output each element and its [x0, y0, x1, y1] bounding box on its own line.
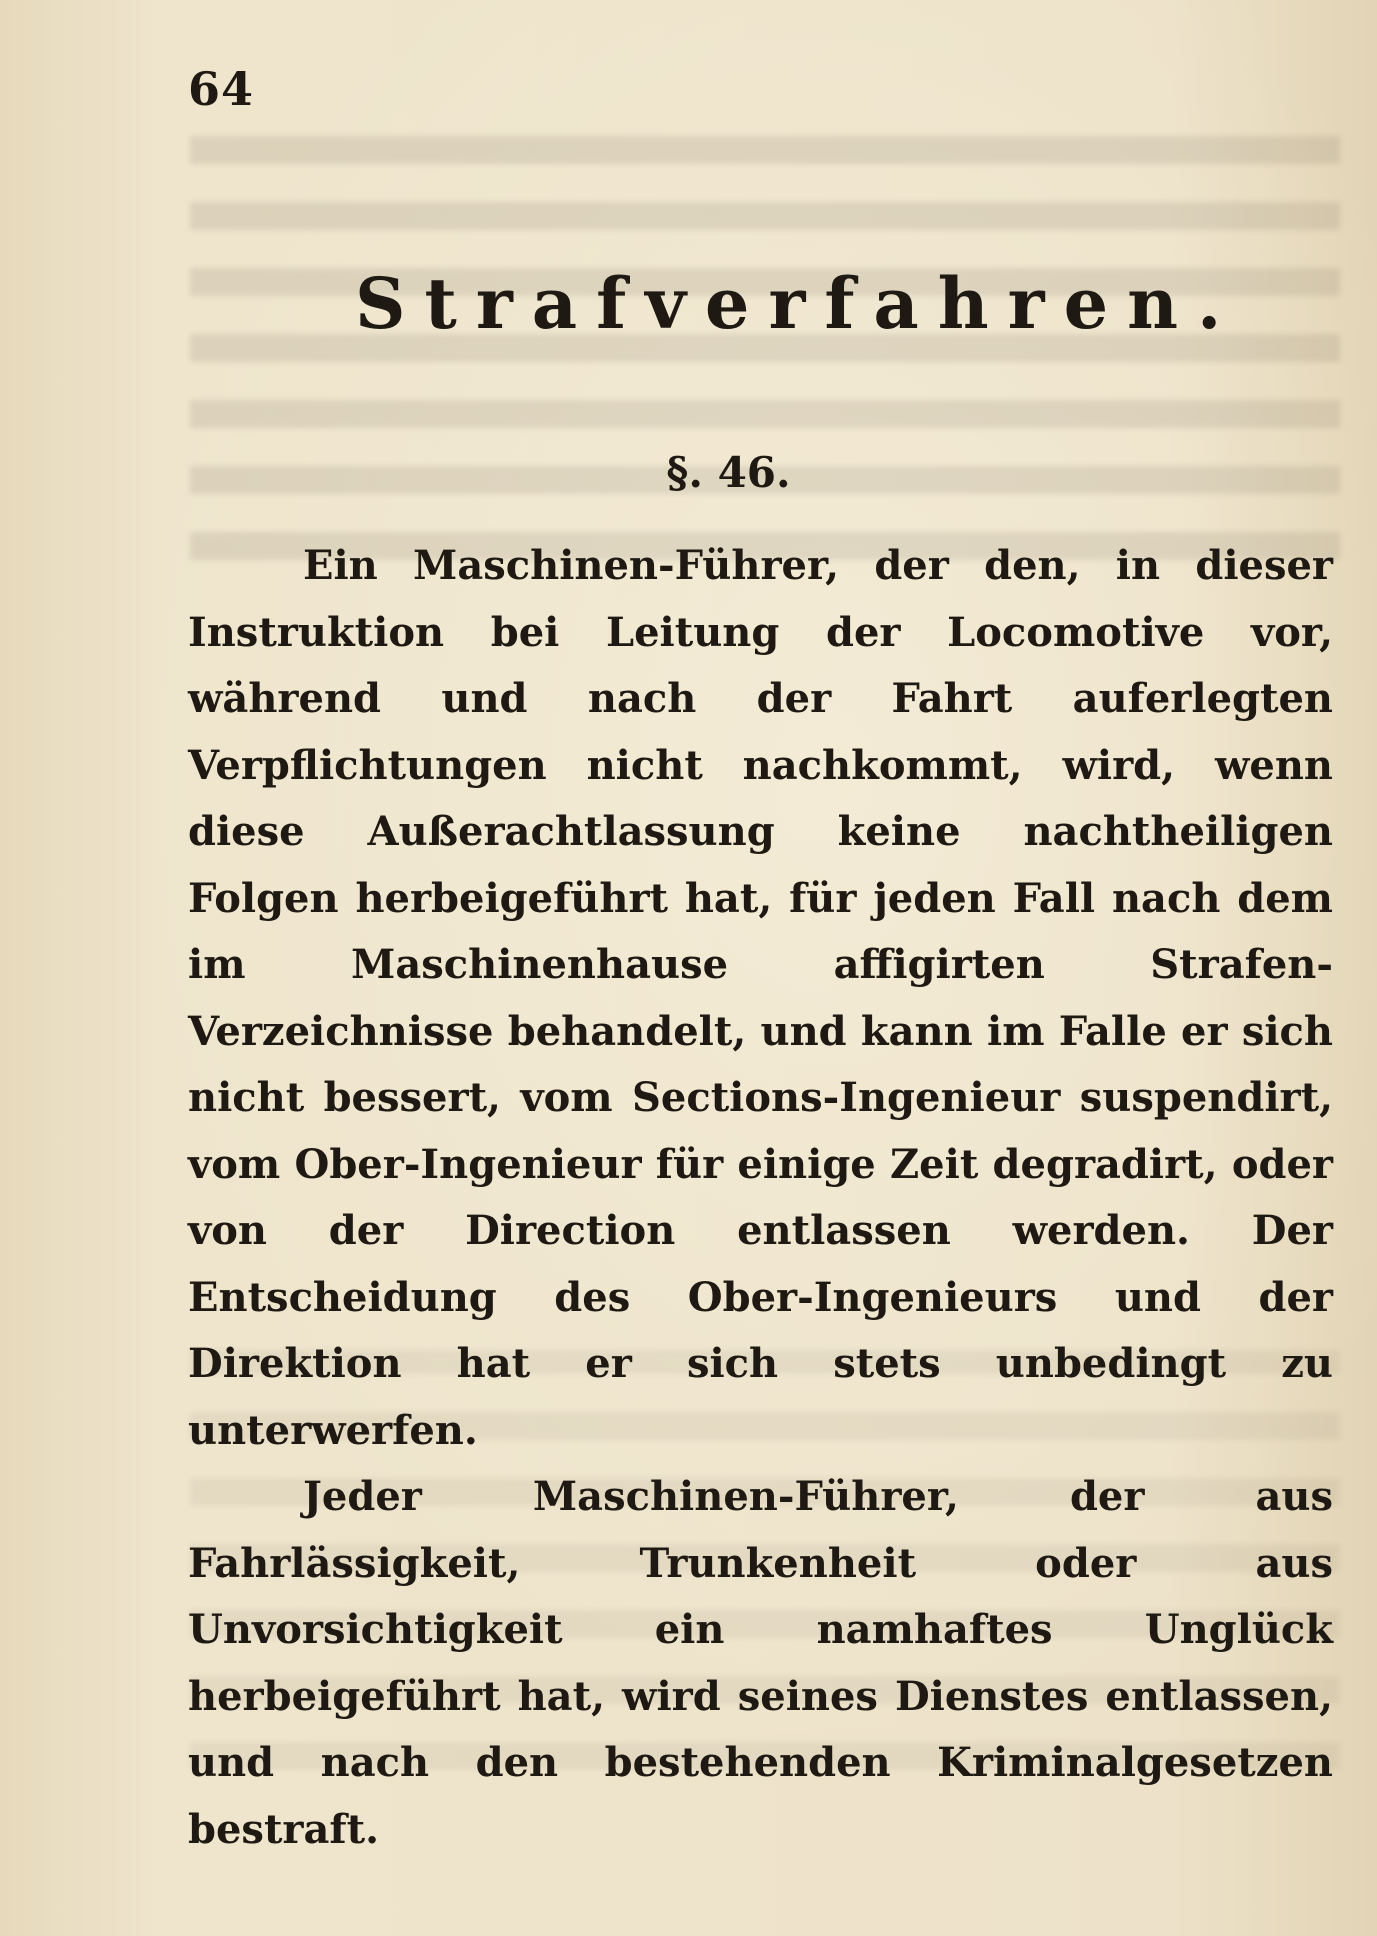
- paragraph-1: Ein Maschinen-Führer, der den, in dieser Instruktion bei Leitung der Locomotive vor, während und nach der Fahrt auferlegten Verpflichtungen nicht nachkommt, wird, wenn diese Außerachtlassung keine nachtheiligen Folgen herbeigeführt hat, für jeden Fall nach dem im Maschinenhause affigirten Strafen-Verzeichnisse behandelt, und kann im Falle er sich nicht bessert, vom Sections-Ingenieur suspendirt, vom Ober-Ingenieur für einige Zeit degradirt, oder von der Direction entlassen werden. Der Entscheidung des Ober-Ingenieurs und der Direktion hat er sich stets unbedingt zu unterwerfen.: [188, 542, 1333, 1454]
- chapter-title: Strafverfahren.: [355, 262, 1241, 345]
- section-heading: §. 46.: [666, 448, 791, 497]
- paragraph-2: Jeder Maschinen-Führer, der aus Fahrlässigkeit, Trunkenheit oder aus Unvorsichtigkeit ein namhaftes Unglück herbeigeführt hat, wird seines Dienstes entlassen, und nach den bestehenden Kriminalgesetzen bestraft.: [188, 1473, 1333, 1853]
- body-text: [188, 533, 1333, 1863]
- page-number: 64: [188, 62, 255, 116]
